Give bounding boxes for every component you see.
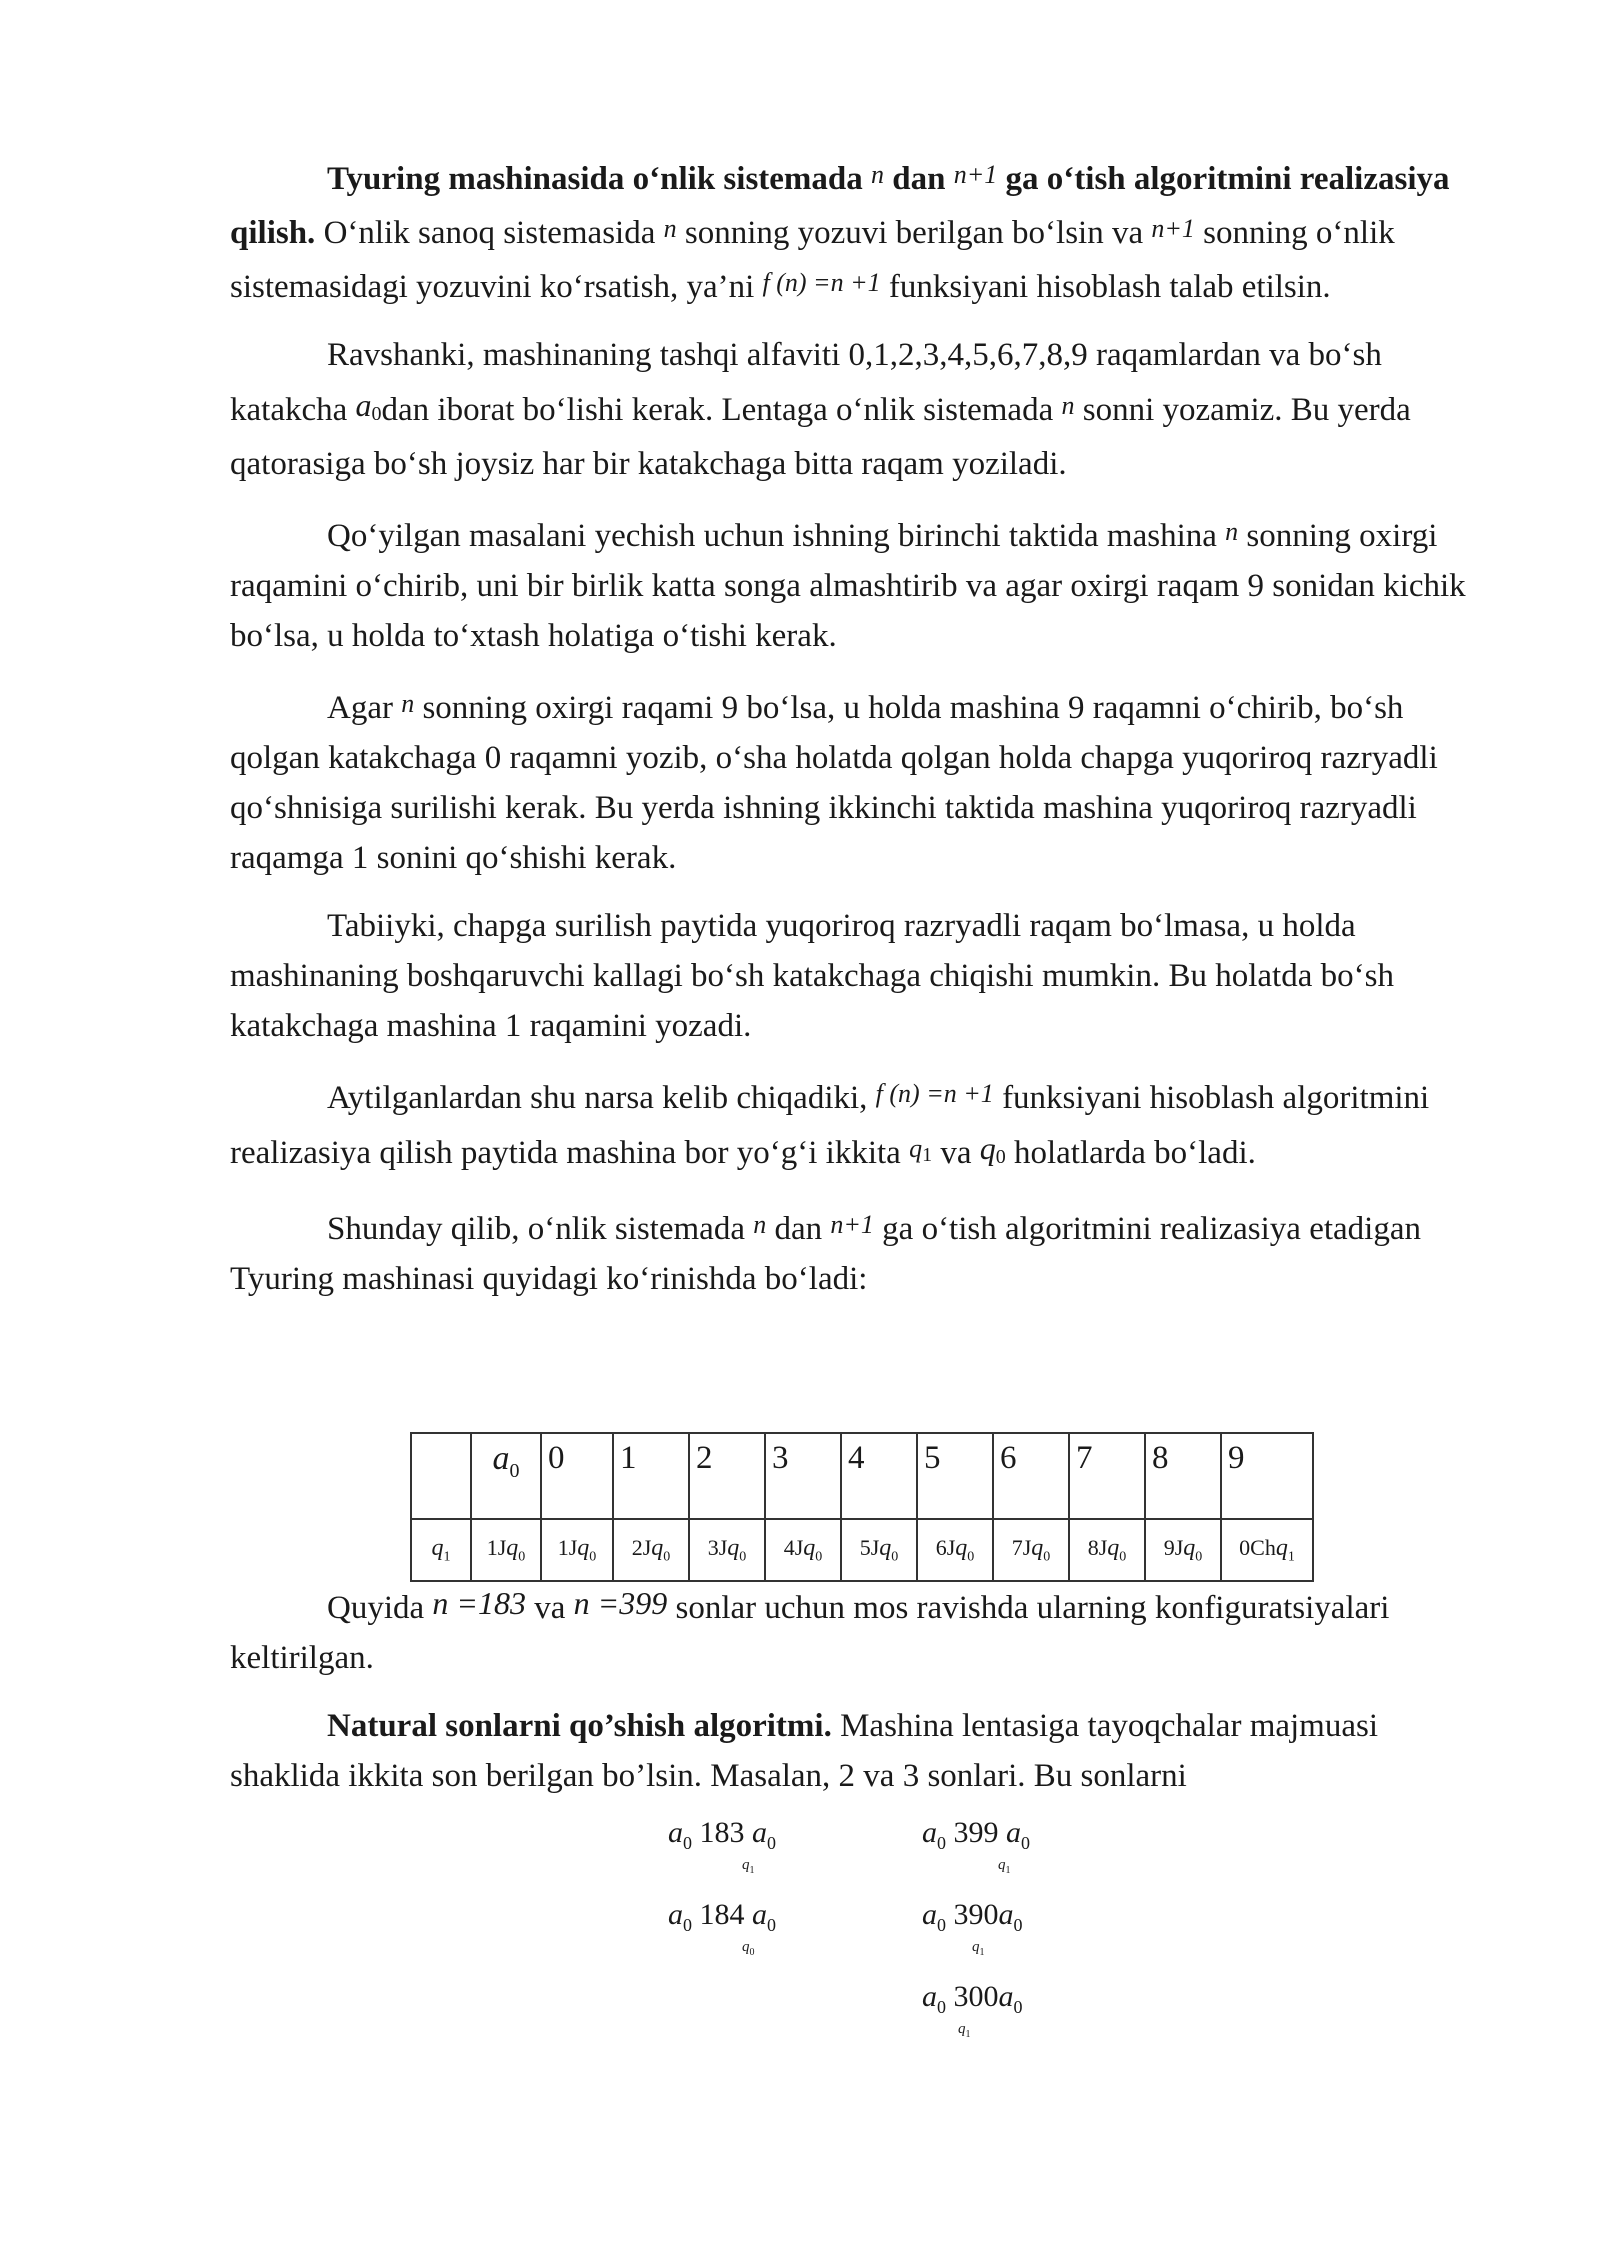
- math-n: n: [753, 1210, 767, 1239]
- text: Shunday qilib, o‘nlik sistemada: [327, 1211, 745, 1247]
- table-corner-cell: [411, 1433, 471, 1519]
- state-label: $q_1$: [958, 2021, 971, 2040]
- math-n-183: n =183: [432, 1585, 526, 1621]
- table-cell: $6Jq_0$: [917, 1519, 993, 1581]
- math-n-plus-1: n+1: [953, 160, 998, 189]
- paragraph-3: [230, 507, 1480, 661]
- math-n: n: [1061, 391, 1075, 420]
- paragraph-1: [230, 150, 1480, 312]
- table-cell: $2Jq_0$: [613, 1519, 689, 1581]
- math-q0: $q_0$: [979, 1130, 1006, 1168]
- configuration-399: $a_0$ 399 $a_0$ $q_1$: [922, 1818, 1030, 1858]
- table-header-cell: 1: [613, 1433, 689, 1519]
- math-n-399: n =399: [573, 1585, 668, 1621]
- paragraph-9: [230, 1701, 1480, 1801]
- text: sonlar uchun mos ravishda ularning konfiguratsiyalari keltirilgan.: [230, 1590, 1390, 1676]
- table-header-cell: 4: [841, 1433, 917, 1519]
- text: va: [940, 1135, 972, 1171]
- turing-machine-table: [410, 1432, 1314, 1582]
- paragraph-7: [230, 1200, 1480, 1304]
- table-cell: $1Jq_0$: [471, 1519, 541, 1581]
- table-header-cell: 2: [689, 1433, 765, 1519]
- math-n: n: [871, 160, 885, 189]
- text: Quyida: [327, 1590, 425, 1626]
- paragraph-8: [230, 1578, 1480, 1683]
- table-cell: 0Chq$_1$: [1221, 1519, 1313, 1581]
- table-header-cell: 7: [1069, 1433, 1145, 1519]
- paragraph-2: [230, 330, 1480, 489]
- math-q1: $q_1$: [909, 1134, 933, 1166]
- text: sonning o‘nlik sistemasidagi yozuvini ko‘rsatish, ya’ni: [230, 215, 1395, 305]
- math-n: n: [663, 214, 677, 243]
- math-n: n: [1225, 517, 1239, 546]
- paragraph-4: [230, 679, 1480, 883]
- text: dan iborat bo‘lishi kerak. Lentaga o‘nlik sistemada: [381, 392, 1054, 428]
- text: funksiyani hisoblash algoritmini realizasiya qilish paytida mashina bor yo‘g‘i ikkita: [230, 1080, 1430, 1171]
- text: Mashina lentasiga tayoqchalar majmuasi shaklida ikkita son berilgan bo’lsin. Masalan, 2 va 3 sonlari. Bu sonlarni: [230, 1708, 1379, 1794]
- table-row: [411, 1519, 1313, 1581]
- text: Ravshanki, mashinaning tashqi alfaviti 0,1,2,3,4,5,6,7,8,9 raqamlardan va bo‘sh katakcha: [230, 337, 1382, 428]
- table-cell: $4Jq_0$: [765, 1519, 841, 1581]
- heading-part: ga o‘tish algoritmini realizasiya qilish.: [230, 161, 1450, 251]
- heading-part: Tyuring mashinasida o‘nlik sistemada: [327, 161, 863, 197]
- table-header-cell: 8: [1145, 1433, 1221, 1519]
- text: va: [534, 1590, 566, 1626]
- body-text-upper: [230, 150, 1480, 1304]
- table-header-cell: 6: [993, 1433, 1069, 1519]
- text: sonning oxirgi raqami 9 bo‘lsa, u holda mashina 9 raqamni o‘chirib, bo‘sh qolgan katakchaga 0 raqamni yozib, o‘sha holatda qolgan holda chapga yuqoriroq razryadli qo‘shnisiga surilishi kerak. Bu yerda ishning ikkinchi taktida mashina yuqoriroq razryadli raqamga 1 sonini qo‘shishi kerak.: [230, 690, 1438, 876]
- table-cell: $9Jq_0$: [1145, 1519, 1221, 1581]
- text: Tabiiyki, chapga surilish paytida yuqoriroq razryadli raqam bo‘lmasa, u holda mashinaning boshqaruvchi kallagi bo‘sh katakchaga chiqishi mumkin. Bu holatda bo‘sh katakchaga mashina 1 raqamini yozadi.: [230, 908, 1394, 1044]
- table-header-cell: $a_0$: [471, 1433, 541, 1519]
- state-label: $q_1$: [972, 1939, 985, 1958]
- heading-part: Natural sonlarni qo’shish algoritmi.: [327, 1708, 832, 1744]
- configuration-300: $a_0$ $300a_0$ $q_1$: [922, 1982, 1023, 2022]
- math-function: f (n) =n +1: [762, 268, 881, 297]
- text: sonni yozamiz. Bu yerda qatorasiga bo‘sh joysiz har bir katakchaga bitta raqam yoziladi.: [230, 392, 1411, 482]
- table-cell: $7Jq_0$: [993, 1519, 1069, 1581]
- text: O‘nlik sanoq sistemasida: [323, 215, 656, 251]
- text: sonning yozuvi berilgan bo‘lsin va: [684, 215, 1144, 251]
- body-text-lower: [230, 1578, 1480, 1801]
- table-cell: $5Jq_0$: [841, 1519, 917, 1581]
- table-state-cell: $q_1$: [411, 1519, 471, 1581]
- text: sonning oxirgi raqamini o‘chirib, uni bir birlik katta songa almashtirib va agar oxirgi raqam 9 sonidan kichik bo‘lsa, u holda to‘xtash holatiga o‘tishi kerak.: [230, 518, 1466, 654]
- text: dan: [774, 1211, 823, 1247]
- text: ga o‘tish algoritmini realizasiya etadigan Tyuring mashinasi quyidagi ko‘rinishda bo‘ladi:: [230, 1211, 1421, 1297]
- table-header-cell: 5: [917, 1433, 993, 1519]
- table-header-cell: 9: [1221, 1433, 1313, 1519]
- paragraph-5: [230, 901, 1480, 1051]
- state-label: $q_1$: [998, 1857, 1011, 1876]
- math-n: n: [401, 689, 415, 718]
- configuration-390: $a_0$ $390a_0$ $q_1$: [922, 1900, 1023, 1940]
- paragraph-6: [230, 1069, 1480, 1182]
- text: funksiyani hisoblash talab etilsin.: [888, 269, 1331, 305]
- math-n-plus-1: n+1: [830, 1210, 874, 1239]
- text: holatlarda bo‘ladi.: [1013, 1135, 1256, 1171]
- table-cell: $1Jq_0$: [541, 1519, 613, 1581]
- math-n-plus-1: n+1: [1151, 214, 1195, 243]
- state-label: $q_1$: [742, 1857, 755, 1876]
- table-header-cell: 3: [765, 1433, 841, 1519]
- math-a0: $a_0$: [355, 387, 382, 425]
- table-cell: $3Jq_0$: [689, 1519, 765, 1581]
- text: Agar: [327, 690, 393, 726]
- table-header-row: [411, 1433, 1313, 1519]
- heading-part: dan: [892, 161, 946, 197]
- table-cell: $8Jq_0$: [1069, 1519, 1145, 1581]
- configuration-184: $a_0$ 184 $a_0$ $q_0$: [668, 1900, 776, 1940]
- configuration-183: $a_0$ 183 $a_0$ $q_1$: [668, 1818, 776, 1858]
- math-function: f (n) =n +1: [875, 1079, 994, 1108]
- text: Aytilganlardan shu narsa kelib chiqadiki,: [327, 1080, 868, 1116]
- state-label: $q_0$: [742, 1939, 755, 1958]
- text: Qo‘yilgan masalani yechish uchun ishning birinchi taktida mashina: [327, 518, 1217, 554]
- table-header-cell: 0: [541, 1433, 613, 1519]
